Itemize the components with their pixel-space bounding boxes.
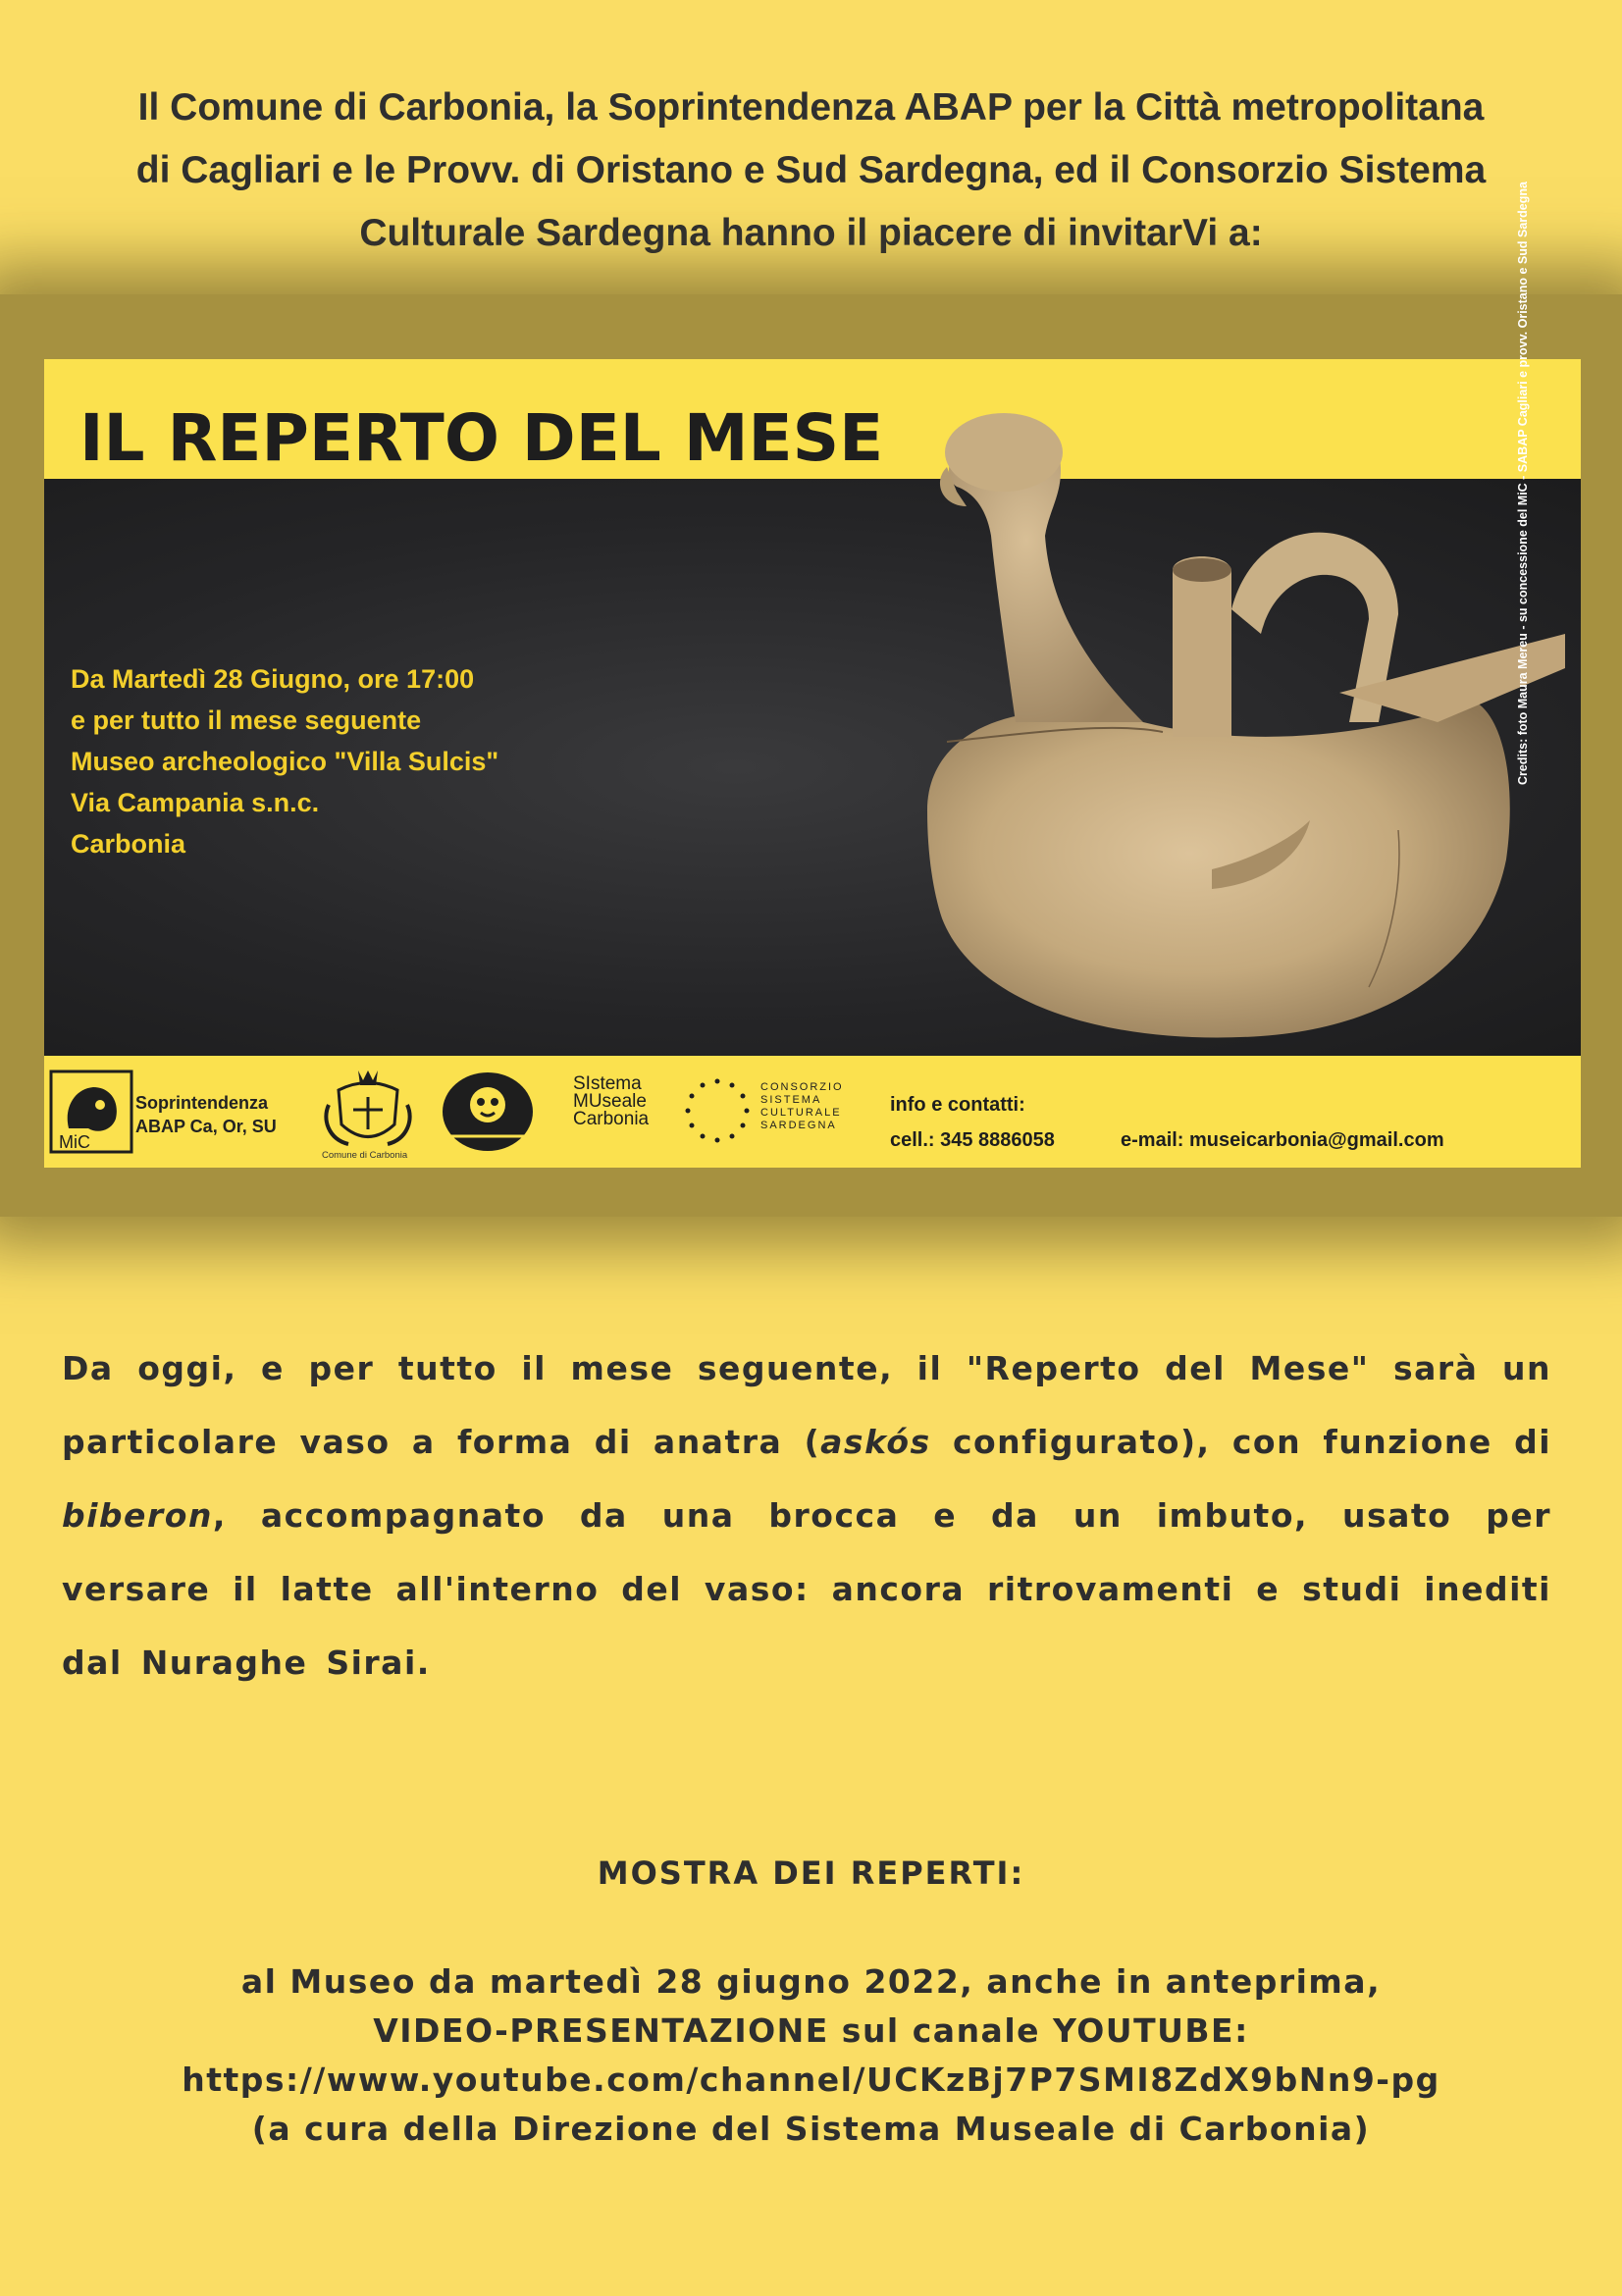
consorzio-line: SARDEGNA (760, 1120, 837, 1131)
mic-logo (49, 1070, 133, 1154)
mostra-details (0, 1957, 1622, 2154)
event-details (71, 658, 498, 864)
description-italic: askós (820, 1423, 931, 1461)
description-paragraph (62, 1331, 1551, 1699)
consorzio-line: CULTURALE (760, 1107, 842, 1119)
event-line: e per tutto il mese seguente (71, 705, 422, 735)
sistema-line: MUseale (573, 1091, 647, 1112)
soprintendenza-label (135, 1091, 277, 1138)
youtube-link[interactable]: https://www.youtube.com/channel/UCKzBj7P7SMI8ZdX9bNn9-pg (182, 2061, 1440, 2099)
sistema-line: Carbonia (573, 1109, 650, 1129)
intro-line: Il Comune di Carbonia, la Soprintendenza ABAP per la Città metropolitana (137, 86, 1485, 129)
description-italic: biberon (62, 1496, 213, 1535)
mostra-heading: MOSTRA DEI REPERTI: (597, 1854, 1025, 1892)
svg-text:MiC: MiC (59, 1132, 90, 1152)
event-line: Museo archeologico "Villa Sulcis" (71, 747, 499, 776)
event-line: Via Campania s.n.c. (71, 788, 320, 817)
contact-phone[interactable]: cell.: 345 8886058 (890, 1129, 1055, 1151)
consorzio-line: CONSORZIO (760, 1081, 844, 1093)
event-line: Da Martedì 28 Giugno, ore 17:00 (71, 664, 475, 694)
sistema-museale-label (573, 1075, 649, 1128)
intro-line: Culturale Sardegna hanno il piacere di invitarVi a: (359, 212, 1263, 254)
mostra-line: al Museo da martedì 28 giugno 2022, anche in anteprima, (240, 1962, 1382, 2001)
description-text: , accompagnato da una brocca e da un imbuto, usato per versare il latte all'interno del vaso: ancora ritrovamenti e studi inediti dal Nuraghe Sirai. (62, 1496, 1551, 1682)
mostra-line: VIDEO-PRESENTAZIONE sul canale YOUTUBE: (373, 2011, 1249, 2050)
sistema-museale-logo (442, 1068, 535, 1156)
consorzio-label (760, 1081, 844, 1132)
consorzio-line: SISTEMA (760, 1094, 822, 1106)
comune-label: Comune di Carbonia (322, 1150, 408, 1161)
duck-vase-image (888, 398, 1575, 1066)
contact-email[interactable]: e-mail: museicarbonia@gmail.com (1121, 1129, 1444, 1151)
mostra-line: (a cura della Direzione del Sistema Museale di Carbonia) (251, 2110, 1371, 2148)
description-text: Da oggi, e per tutto il mese seguente, il "Reperto del Mese" sarà un particolare vaso a forma di anatra ( (62, 1349, 1551, 1461)
intro-text (69, 77, 1553, 265)
soprintendenza-line: ABAP Ca, Or, SU (135, 1117, 277, 1136)
event-banner (44, 359, 1581, 1168)
photo-credits: Credits: foto Maura Mereu - su concessione del MiC - SABAP Cagliari e provv. Oristano e Sud Sardegna (1516, 182, 1530, 785)
intro-line: di Cagliari e le Provv. di Oristano e Sud Sardegna, ed il Consorzio Sistema (135, 149, 1487, 191)
contact-info (890, 1087, 1444, 1158)
banner-title: IL REPERTO DEL MESE (79, 400, 884, 476)
consorzio-stars-icon (682, 1075, 753, 1146)
comune-coat-of-arms-icon (314, 1066, 422, 1164)
soprintendenza-line: Soprintendenza (135, 1093, 269, 1113)
sistema-line: SIstema (573, 1073, 642, 1094)
contact-label: info e contatti: (890, 1094, 1025, 1116)
description-text: configurato), con funzione di (930, 1423, 1552, 1461)
banner-footer (44, 1056, 1581, 1168)
event-line: Carbonia (71, 829, 186, 859)
